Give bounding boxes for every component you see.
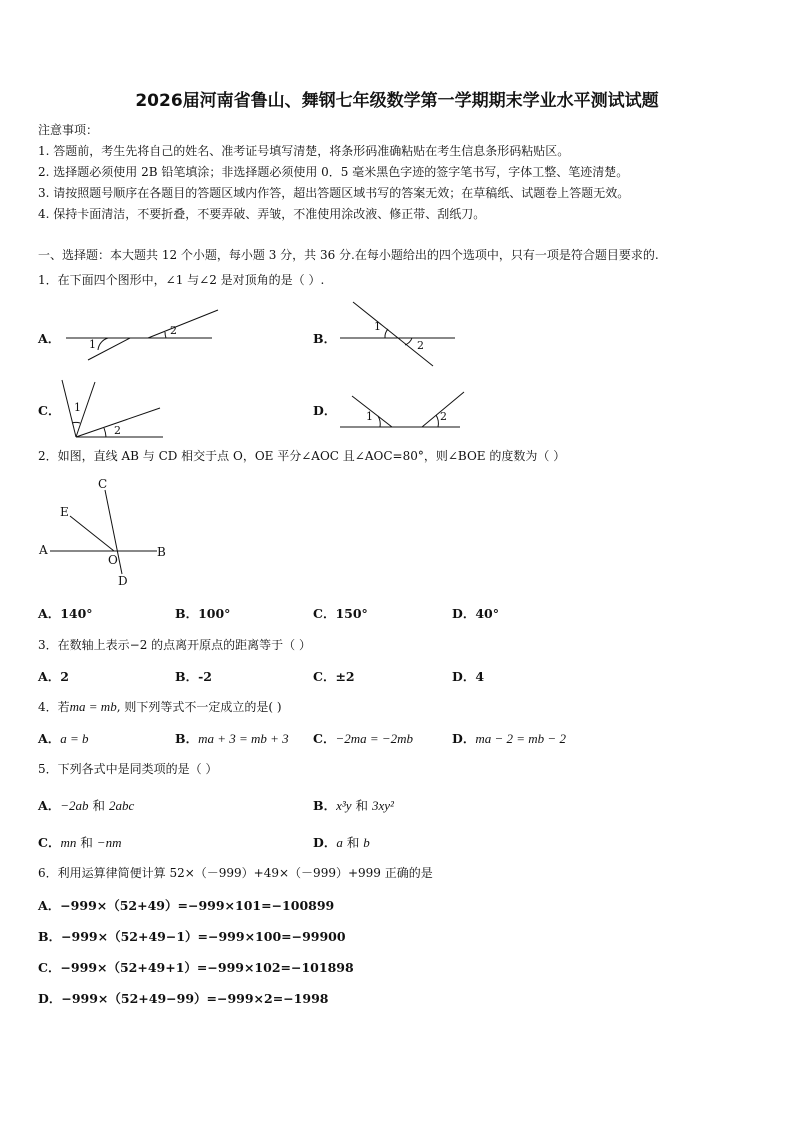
notes-heading: 注意事项： bbox=[38, 123, 99, 137]
q5-option-a-right: 2abc bbox=[108, 798, 135, 813]
q2-point-a: A bbox=[39, 543, 48, 557]
q5-option-a-left: −2ab bbox=[60, 798, 89, 813]
q5-option-d-label: D． bbox=[313, 835, 337, 850]
q1d-angle-1-label: 1 bbox=[366, 410, 373, 423]
q4-stem-math: ma = mb bbox=[69, 699, 117, 714]
q1-option-b: B． bbox=[313, 331, 337, 346]
q5-option-c-mid: 和 bbox=[76, 835, 97, 850]
q4-option-b bbox=[175, 729, 289, 747]
q4-option-d bbox=[452, 729, 566, 747]
q2-option-b: B．100° bbox=[175, 606, 231, 621]
q2-option-c: C．150° bbox=[313, 606, 368, 621]
q5-option-a-label: A． bbox=[38, 798, 61, 813]
q6-option-b: B．−999×（52+49−1）=−999×100=−99900 bbox=[38, 929, 346, 944]
q5-option-a-mid: 和 bbox=[88, 798, 109, 813]
q4-option-c-expr: −2ma = −2mb bbox=[335, 731, 414, 746]
q2-figure bbox=[50, 490, 157, 574]
q1-stem: 1．在下面四个图形中，∠1 与∠2 是对顶角的是（ ）. bbox=[38, 273, 325, 287]
note-item-1: 1. 答题前，考生先将自己的姓名、准考证号填写清楚，将条形码准确粘贴在考生信息条形码粘贴区。 bbox=[38, 144, 570, 158]
q4-option-c-label: C． bbox=[313, 731, 336, 746]
q5-option-d-left: a bbox=[336, 835, 343, 850]
q4-option-c bbox=[313, 729, 413, 747]
q4-stem-suffix: , 则下列等式不一定成立的是( ) bbox=[116, 700, 282, 714]
q5-option-b-mid: 和 bbox=[351, 798, 372, 813]
q5-option-b-right: 3xy² bbox=[371, 798, 394, 813]
q5-option-c-label: C． bbox=[38, 835, 61, 850]
q5-option-d-mid: 和 bbox=[342, 835, 364, 850]
q5-option-d-right: b bbox=[363, 835, 370, 850]
q2-stem: 2．如图，直线 AB 与 CD 相交于点 O，OE 平分∠AOC 且∠AOC=80°，则∠BOE 的度数为（ ） bbox=[38, 449, 566, 463]
q4-option-a-label: A． bbox=[38, 731, 61, 746]
q1-option-a: A． bbox=[38, 331, 61, 346]
q1b-angle-1-label: 1 bbox=[374, 320, 381, 333]
q4-option-d-label: D． bbox=[452, 731, 476, 746]
q4-option-b-expr: ma + 3 = mb + 3 bbox=[198, 731, 289, 746]
note-item-3: 3. 请按照题号顺序在各题目的答题区域内作答，超出答题区域书写的答案无效；在草稿纸、试题卷上答题无效。 bbox=[38, 186, 630, 200]
q3-option-b: B．-2 bbox=[175, 669, 212, 684]
q5-option-d bbox=[313, 833, 370, 851]
q4-option-d-expr: ma − 2 = mb − 2 bbox=[475, 731, 566, 746]
q2-point-c: C bbox=[98, 477, 108, 491]
q2-point-b: B bbox=[157, 545, 166, 559]
q3-stem: 3．在数轴上表示−2 的点离开原点的距离等于（ ） bbox=[38, 638, 311, 652]
q6-option-a: A．−999×（52+49）=−999×101=−100899 bbox=[38, 898, 335, 913]
q5-option-c-right: −nm bbox=[96, 835, 122, 850]
q2-point-d: D bbox=[118, 574, 128, 588]
q5-option-b bbox=[313, 796, 394, 814]
q1c-angle-2-label: 2 bbox=[114, 424, 121, 437]
q2-point-o: O bbox=[108, 553, 118, 567]
note-item-2: 2. 选择题必须使用 2B 铅笔填涂；非选择题必须使用 0．5 毫米黑色字迹的签字笔书写，字体工整、笔迹清楚。 bbox=[38, 165, 629, 179]
q1-figure-a bbox=[66, 310, 218, 360]
q1-option-d: D． bbox=[313, 403, 337, 418]
q5-option-a bbox=[38, 796, 134, 814]
section-header: 一、选择题：本大题共 12 个小题，每小题 3 分，共 36 分.在每小题给出的四个选项中，只有一项是符合题目要求的. bbox=[38, 248, 659, 262]
q1d-angle-2-label: 2 bbox=[440, 410, 447, 423]
q1a-angle-1-label: 1 bbox=[89, 338, 96, 351]
q5-stem: 5．下列各式中是同类项的是（ ） bbox=[38, 762, 218, 776]
q6-option-d: D．−999×（52+49−99）=−999×2=−1998 bbox=[38, 991, 329, 1006]
q2-point-e: E bbox=[60, 505, 69, 519]
q4-stem-prefix: 4．若 bbox=[38, 700, 70, 714]
q3-option-a: A．2 bbox=[38, 669, 69, 684]
q5-option-c bbox=[38, 833, 121, 851]
q4-option-b-label: B． bbox=[175, 731, 199, 746]
q3-option-d: D．4 bbox=[452, 669, 485, 684]
q1-figure-b bbox=[340, 302, 455, 366]
q3-option-c: C．±2 bbox=[313, 669, 355, 684]
q5-option-b-left: x³y bbox=[336, 798, 352, 813]
q5-option-c-left: mn bbox=[60, 835, 77, 850]
q6-option-c: C．−999×（52+49+1）=−999×102=−101898 bbox=[38, 960, 354, 975]
note-item-4: 4. 保持卡面清洁，不要折叠，不要弄破、弄皱，不准使用涂改液、修正带、刮纸刀。 bbox=[38, 207, 486, 221]
q1c-angle-1-label: 1 bbox=[74, 401, 81, 414]
q4-option-a-expr: a = b bbox=[60, 731, 89, 746]
q2-option-a: A．140° bbox=[38, 606, 93, 621]
q6-stem: 6．利用运算律简便计算 52×（－999）+49×（－999）+999 正确的是 bbox=[38, 866, 433, 880]
q1b-angle-2-label: 2 bbox=[417, 339, 424, 352]
q1a-angle-2-label: 2 bbox=[170, 324, 177, 337]
q2-option-d: D．40° bbox=[452, 606, 499, 621]
q4-stem bbox=[38, 698, 282, 715]
q5-option-b-label: B． bbox=[313, 798, 337, 813]
q4-option-a bbox=[38, 729, 88, 747]
q1-option-c: C． bbox=[38, 403, 61, 418]
exam-title: 2026届河南省鲁山、舞钢七年级数学第一学期期末学业水平测试试题 bbox=[135, 91, 659, 111]
